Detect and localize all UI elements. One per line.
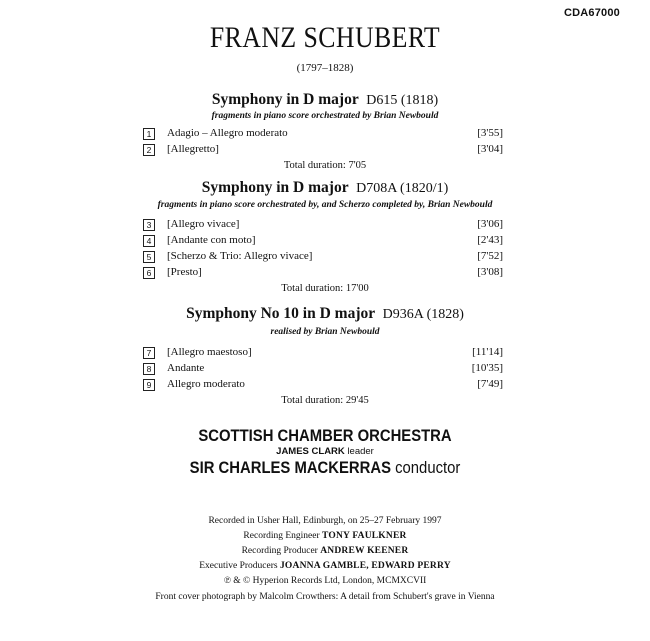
exec-label: Executive Producers — [199, 561, 278, 571]
track-number: 5 — [143, 251, 155, 263]
engineer-label: Recording Engineer — [243, 531, 320, 541]
track-row — [143, 363, 503, 377]
symphony-title — [0, 179, 650, 197]
symphony-note: fragments in piano score orchestrated by Brian Newbould — [211, 111, 439, 121]
track-duration: [3'55] — [477, 127, 503, 139]
orchestra-name: SCOTTISH CHAMBER ORCHESTRA — [198, 427, 452, 445]
copyright-line: ℗ & © Hyperion Records Ltd, London, MCMXCVII — [223, 576, 427, 586]
track-row — [143, 347, 503, 361]
conductor-line — [33, 459, 618, 478]
symphony-title — [0, 91, 650, 109]
total-duration: Total duration: 29'45 — [281, 395, 369, 406]
track-row — [143, 251, 503, 265]
track-title: [Andante con moto] — [167, 234, 256, 246]
track-number: 1 — [143, 128, 155, 140]
symphony-name: Symphony in D major — [211, 91, 359, 108]
track-number: 6 — [143, 267, 155, 279]
recording-producer — [0, 546, 650, 556]
track-title: Adagio – Allegro moderato — [167, 127, 288, 139]
track-row — [143, 267, 503, 281]
cover-photo-credit: Front cover photograph by Malcolm Crowthers: A detail from Schubert's grave in Vienna — [155, 592, 495, 602]
symphony-name: Symphony No 10 in D major — [186, 305, 376, 322]
track-title: [Allegretto] — [167, 143, 219, 155]
symphony-catalog: D708A (1820/1) — [356, 181, 449, 196]
exec-names: JOANNA GAMBLE, EDWARD PERRY — [279, 561, 451, 571]
catalog-number: CDA67000 — [563, 7, 620, 19]
total-duration: Total duration: 17'00 — [281, 283, 369, 294]
track-number: 9 — [143, 379, 155, 391]
track-title: Allegro moderato — [167, 378, 245, 390]
recording-location: Recorded in Usher Hall, Edinburgh, on 25–27 February 1997 — [208, 516, 442, 526]
producer-name: ANDREW KEENER — [320, 546, 409, 556]
track-title: [Allegro maestoso] — [167, 346, 252, 358]
executive-producers — [0, 561, 650, 571]
composer-name: FRANZ SCHUBERT — [209, 21, 441, 54]
conductor-name: SIR CHARLES MACKERRAS — [189, 459, 391, 477]
track-duration: [3'06] — [477, 218, 503, 230]
track-row — [143, 235, 503, 249]
track-row — [143, 219, 503, 233]
track-title: [Allegro vivace] — [167, 218, 240, 230]
symphony-name: Symphony in D major — [201, 179, 349, 196]
symphony-note: fragments in piano score orchestrated by, and Scherzo completed by, Brian Newbould — [157, 200, 493, 210]
track-row — [143, 144, 503, 158]
track-duration: [11'14] — [472, 346, 503, 358]
symphony-catalog: D936A (1828) — [382, 307, 464, 322]
track-number: 3 — [143, 219, 155, 231]
track-number: 7 — [143, 347, 155, 359]
total-duration: Total duration: 7'05 — [283, 160, 367, 171]
track-row — [143, 128, 503, 142]
track-title: [Presto] — [167, 266, 202, 278]
leader-name: JAMES CLARK — [276, 446, 345, 457]
orchestra-leader — [0, 446, 650, 457]
symphony-note: realised by Brian Newbould — [270, 327, 380, 337]
leader-role: leader — [347, 446, 374, 457]
track-duration: [7'49] — [477, 378, 503, 390]
conductor-role: conductor — [395, 459, 461, 477]
track-duration: [10'35] — [471, 362, 503, 374]
track-duration: [3'08] — [477, 266, 503, 278]
track-duration: [7'52] — [477, 250, 503, 262]
track-number: 2 — [143, 144, 155, 156]
symphony-title — [0, 305, 650, 323]
track-duration: [2'43] — [477, 234, 503, 246]
track-title: [Scherzo & Trio: Allegro vivace] — [167, 250, 313, 262]
composer-dates: (1797–1828) — [296, 62, 354, 74]
track-number: 4 — [143, 235, 155, 247]
engineer-name: TONY FAULKNER — [322, 531, 407, 541]
recording-engineer — [0, 531, 650, 541]
track-duration: [3'04] — [477, 143, 503, 155]
track-number: 8 — [143, 363, 155, 375]
track-title: Andante — [167, 362, 205, 374]
symphony-catalog: D615 (1818) — [366, 93, 439, 108]
track-row — [143, 379, 503, 393]
producer-label: Recording Producer — [241, 546, 318, 556]
